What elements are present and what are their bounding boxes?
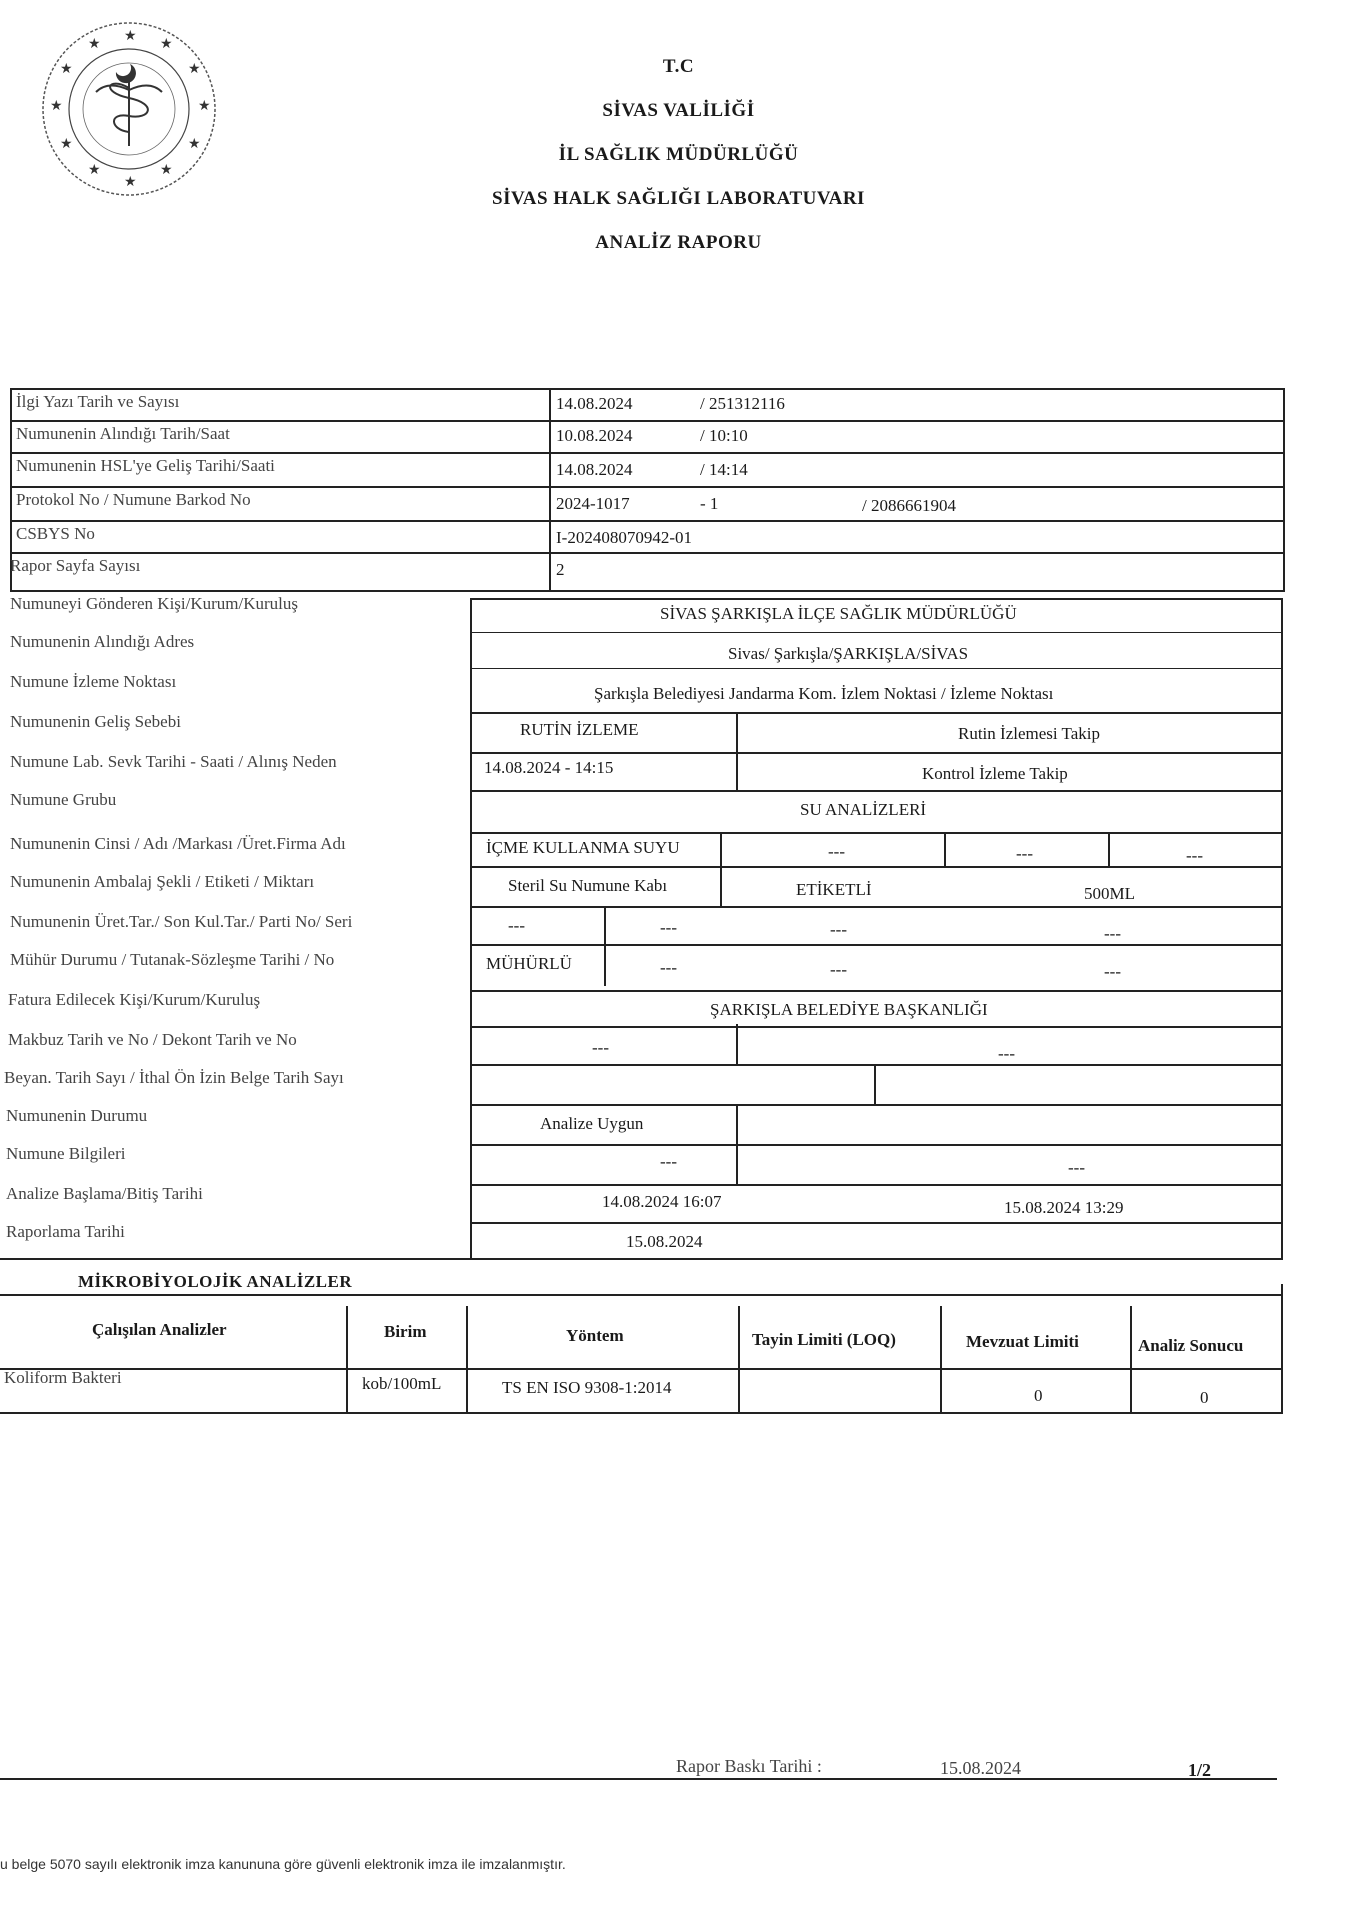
cinsi-value1: İÇME KULLANMA SUYU [486, 838, 680, 857]
sebep-value1: RUTİN İZLEME [520, 720, 639, 739]
muhur-label: Mühür Durumu / Tutanak-Sözleşme Tarihi / No [10, 950, 335, 969]
ambalaj-value3: 500ML [1084, 884, 1135, 903]
print-date-value: 15.08.2024 [940, 1758, 1021, 1778]
muhur-value3: --- [830, 960, 847, 979]
header-tc: T.C [662, 56, 695, 77]
gonderen-value: SİVAS ŞARKIŞLA İLÇE SAĞLIK MÜDÜRLÜĞÜ [660, 604, 1017, 623]
adres-value: Sivas/ Şarkışla/ŞARKIŞLA/SİVAS [728, 644, 969, 663]
csbys-value: I-202408070942-01 [556, 528, 692, 547]
uretim-label: Numunenin Üret.Tar./ Son Kul.Tar./ Parti No/ Seri [10, 912, 353, 931]
alindigi-time: / 10:10 [700, 426, 748, 445]
sayfa-value: 2 [556, 560, 565, 579]
header-valilik: SİVAS VALİLİĞİ [602, 100, 755, 121]
col-sonuc: Analiz Sonucu [1138, 1336, 1244, 1355]
protokol-sub: - 1 [700, 494, 719, 513]
sebep-label: Numunenin Geliş Sebebi [10, 712, 181, 731]
csbys-label: CSBYS No [16, 524, 95, 543]
page-title: ANALİZ RAPORU [595, 232, 762, 253]
muhur-value4: --- [1104, 962, 1121, 981]
row-birim: kob/100mL [362, 1374, 442, 1393]
sebep-value2: Rutin İzlemesi Takip [958, 724, 1101, 743]
cinsi-value2: --- [828, 842, 845, 861]
izleme-label: Numune İzleme Noktası [10, 672, 177, 691]
col-calisilan: Çalışılan Analizler [92, 1320, 227, 1339]
col-birim: Birim [384, 1322, 427, 1341]
protokol-label: Protokol No / Numune Barkod No [16, 490, 251, 509]
cinsi-label: Numunenin Cinsi / Adı /Markası /Üret.Firma Adı [10, 834, 346, 853]
svg-text:★: ★ [60, 61, 73, 77]
row-sonuc: 0 [1200, 1388, 1209, 1407]
barkod-no: / 2086661904 [862, 496, 956, 515]
svg-text:★: ★ [198, 98, 211, 114]
sevk-value1: 14.08.2024 - 14:15 [484, 758, 614, 777]
cinsi-value4: --- [1186, 846, 1203, 865]
gelis-time: / 14:14 [700, 460, 748, 479]
svg-text:★: ★ [160, 162, 173, 178]
grup-value: SU ANALİZLERİ [800, 800, 927, 819]
izleme-value: Şarkışla Belediyesi Jandarma Kom. İzlem Noktasi / İzleme Noktası [594, 684, 1054, 703]
makbuz-value1: --- [592, 1038, 609, 1057]
col-loq: Tayin Limiti (LOQ) [752, 1330, 896, 1349]
esign-note: u belge 5070 sayılı elektronik imza kanununa göre güvenli elektronik imza ile imzalanmıştır. [0, 1856, 566, 1872]
gelis-date: 14.08.2024 [556, 460, 633, 479]
baslama-label: Analize Başlama/Bitiş Tarihi [6, 1184, 203, 1203]
header-mudurluk: İL SAĞLIK MÜDÜRLÜĞÜ [558, 144, 799, 165]
adres-label: Numunenin Alındığı Adres [10, 632, 195, 651]
durum-value: Analize Uygun [540, 1114, 644, 1133]
uretim-value1: --- [508, 916, 525, 935]
bitis-value: 15.08.2024 13:29 [1004, 1198, 1124, 1217]
bilgi-label: Numune Bilgileri [6, 1144, 126, 1163]
header-laboratuvar: SİVAS HALK SAĞLIĞI LABORATUVARI [492, 188, 865, 209]
svg-text:★: ★ [188, 136, 201, 152]
bilgi-value2: --- [1068, 1158, 1085, 1177]
bilgi-value1: --- [660, 1152, 677, 1171]
alindigi-label: Numunenin Alındığı Tarih/Saat [16, 424, 230, 443]
ambalaj-value2: ETİKETLİ [796, 880, 872, 899]
alindigi-date: 10.08.2024 [556, 426, 633, 445]
analysis-section-title: MİKROBİYOLOJİK ANALİZLER [78, 1272, 353, 1291]
svg-text:★: ★ [50, 98, 63, 114]
durum-label: Numunenin Durumu [6, 1106, 148, 1125]
protokol-no: 2024-1017 [556, 494, 630, 513]
print-date-label: Rapor Baskı Tarihi : [676, 1756, 822, 1776]
row-mevzuat: 0 [1034, 1386, 1043, 1405]
uretim-value2: --- [660, 918, 677, 937]
svg-text:★: ★ [160, 36, 173, 52]
fatura-value: ŞARKIŞLA BELEDİYE BAŞKANLIĞI [710, 1000, 988, 1019]
muhur-value1: MÜHÜRLÜ [486, 954, 572, 973]
sevk-value2: Kontrol İzleme Takip [922, 764, 1068, 783]
svg-text:★: ★ [124, 28, 137, 44]
ilgi-label: İlgi Yazı Tarih ve Sayısı [16, 392, 180, 411]
beyan-label: Beyan. Tarih Sayı / İthal Ön İzin Belge Tarih Sayı [4, 1068, 344, 1087]
sevk-label: Numune Lab. Sevk Tarihi - Saati / Alınış Neden [10, 752, 337, 771]
row-yontem: TS EN ISO 9308-1:2014 [502, 1378, 672, 1397]
svg-text:★: ★ [60, 136, 73, 152]
sayfa-label: Rapor Sayfa Sayısı [10, 556, 141, 575]
ambalaj-label: Numunenin Ambalaj Şekli / Etiketi / Miktarı [10, 872, 315, 891]
col-yontem: Yöntem [566, 1326, 624, 1345]
baslama-value: 14.08.2024 16:07 [602, 1192, 722, 1211]
col-mevzuat: Mevzuat Limiti [966, 1332, 1079, 1351]
ambalaj-value1: Steril Su Numune Kabı [508, 876, 668, 895]
svg-text:★: ★ [88, 162, 101, 178]
ilgi-no: / 251312116 [700, 394, 785, 413]
muhur-value2: --- [660, 958, 677, 977]
svg-text:★: ★ [124, 174, 137, 190]
uretim-value4: --- [1104, 924, 1121, 943]
row-analiz-name: Koliform Bakteri [4, 1368, 122, 1387]
page-number: 1/2 [1188, 1760, 1212, 1780]
gelis-label: Numunenin HSL'ye Geliş Tarihi/Saati [16, 456, 275, 475]
ilgi-date: 14.08.2024 [556, 394, 633, 413]
gonderen-label: Numuneyi Gönderen Kişi/Kurum/Kuruluş [10, 594, 299, 613]
raporlama-value: 15.08.2024 [626, 1232, 703, 1251]
svg-text:★: ★ [188, 61, 201, 77]
makbuz-value2: --- [998, 1044, 1015, 1063]
grup-label: Numune Grubu [10, 790, 117, 809]
raporlama-label: Raporlama Tarihi [6, 1222, 125, 1241]
svg-text:★: ★ [88, 36, 101, 52]
uretim-value3: --- [830, 920, 847, 939]
fatura-label: Fatura Edilecek Kişi/Kurum/Kuruluş [8, 990, 261, 1009]
makbuz-label: Makbuz Tarih ve No / Dekont Tarih ve No [8, 1030, 297, 1049]
cinsi-value3: --- [1016, 844, 1033, 863]
